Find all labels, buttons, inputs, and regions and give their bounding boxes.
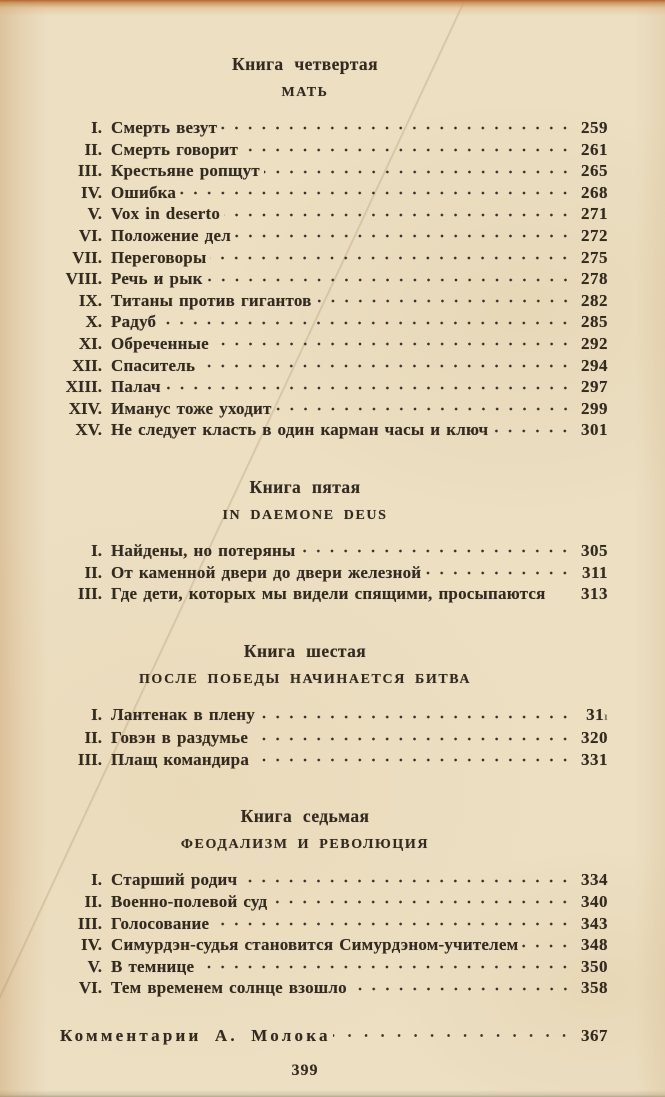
chapter-number: VII.	[72, 247, 102, 267]
toc-entry	[54, 934, 608, 956]
dot-leader	[492, 419, 573, 441]
toc-entry	[54, 182, 608, 204]
dot-leader	[242, 139, 573, 161]
dot-leader	[264, 160, 573, 182]
toc-entry	[54, 225, 608, 247]
toc-entry	[54, 311, 608, 333]
dot-leader	[253, 749, 573, 771]
section-heading	[54, 641, 556, 687]
chapter-number: II.	[84, 892, 102, 912]
chapter-title: Лантенак в плену	[111, 704, 256, 724]
toc-entry	[54, 398, 608, 420]
book-title: Книга седьмая	[240, 806, 370, 827]
toc-entry	[54, 977, 608, 999]
dot-leader	[276, 398, 573, 420]
chapter-page: 299	[581, 398, 608, 418]
chapter-list	[54, 540, 608, 605]
dot-leader	[165, 376, 573, 398]
dot-leader	[210, 247, 573, 269]
toc-entry	[54, 139, 608, 161]
chapter-page: 294	[581, 355, 608, 375]
toc-entry	[54, 117, 608, 139]
book-section	[54, 641, 608, 771]
chapter-number: IV.	[81, 182, 102, 202]
chapter-page: 350	[581, 956, 608, 976]
chapter-number: V.	[87, 956, 102, 976]
chapter-page: 348	[581, 935, 608, 955]
book-section	[54, 806, 608, 999]
chapter-page: 285	[581, 312, 608, 332]
chapter-title: Обреченные	[111, 333, 209, 353]
chapter-title: В темнице	[111, 956, 195, 976]
toc-entry	[54, 268, 608, 290]
dot-leader	[550, 583, 573, 605]
dot-leader	[425, 562, 573, 584]
toc-entry	[54, 160, 608, 182]
chapter-number: III.	[77, 584, 102, 604]
chapter-page: 358	[581, 978, 608, 998]
dot-leader	[259, 704, 573, 728]
chapter-number: II.	[84, 728, 102, 748]
book-section	[54, 477, 608, 605]
chapter-page: 311	[581, 562, 608, 582]
chapter-number: III.	[77, 749, 102, 769]
page-number: 399	[291, 1061, 319, 1079]
toc-entry	[54, 290, 608, 312]
dot-leader	[207, 268, 573, 290]
chapter-number: XIII.	[65, 377, 102, 397]
chapter-number: VI.	[78, 978, 102, 998]
chapter-title: Тем временем солнце взошло	[111, 978, 347, 998]
chapter-title: Старший родич	[111, 870, 238, 890]
chapter-number: II.	[84, 562, 102, 582]
book-subtitle: ФЕОДАЛИЗМ И РЕВОЛЮЦИЯ	[180, 837, 430, 853]
chapter-title: Голосование	[111, 913, 210, 933]
toc-entry	[54, 913, 608, 935]
chapter-title: Плащ командира	[111, 749, 250, 769]
chapter-number: III.	[77, 161, 102, 181]
dot-leader	[252, 727, 573, 749]
toc-entry	[54, 419, 608, 441]
chapter-page: 272	[581, 225, 608, 245]
chapter-number: I.	[91, 704, 102, 724]
chapter-title: От каменной двери до двери железной	[111, 562, 422, 582]
chapter-number: XII.	[72, 355, 102, 375]
chapter-list	[54, 704, 608, 771]
chapter-page: 320	[581, 728, 608, 748]
chapter-number: I.	[91, 870, 102, 890]
chapter-number: VIII.	[65, 269, 102, 289]
toc-entry	[54, 355, 608, 377]
chapter-page: 292	[581, 333, 608, 353]
toc-entry	[54, 891, 608, 913]
dot-leader	[271, 891, 573, 913]
chapter-page: 275	[581, 247, 608, 267]
toc-entry	[54, 247, 608, 269]
comments-title: Комментарии А. Молока	[60, 1026, 331, 1046]
dot-leader	[299, 540, 573, 562]
toc-entry	[54, 869, 608, 891]
chapter-number: X.	[85, 312, 102, 332]
dot-leader	[221, 117, 573, 139]
chapter-title: Найдены, но потеряны	[111, 540, 296, 560]
chapter-title: Титаны против гигантов	[111, 290, 312, 310]
chapter-number: XI.	[78, 333, 102, 353]
chapter-title: Ошибка	[111, 182, 177, 202]
toc-entry	[54, 704, 608, 728]
chapter-title: Иманус тоже уходит	[111, 398, 272, 418]
chapter-title: Положение дел	[111, 225, 231, 245]
chapter-page: 297	[581, 377, 608, 397]
chapter-title: Не следует класть в один карман часы и ключ	[111, 420, 489, 440]
chapter-title: Спаситель	[111, 355, 196, 375]
chapter-list	[54, 117, 608, 441]
toc-sections	[54, 54, 608, 999]
chapter-page: 31ı	[586, 704, 608, 724]
faded-digit-artifact: ı	[604, 708, 608, 723]
chapter-number: I.	[91, 540, 102, 560]
chapter-title: Симурдэн-судья становится Симурдэном-учителем	[111, 935, 519, 955]
chapter-number: IX.	[78, 290, 102, 310]
book-title: Книга четвертая	[232, 54, 378, 74]
dot-leader	[224, 203, 573, 225]
comments-page: 367	[581, 1026, 608, 1046]
chapter-title: Смерть говорит	[111, 139, 239, 159]
toc-entry	[54, 203, 608, 225]
toc-entry	[54, 583, 608, 605]
book-subtitle: ПОСЛЕ ПОБЕДЫ НАЧИНАЕТСЯ БИТВА	[138, 671, 472, 687]
toc-entry	[54, 562, 608, 584]
chapter-title: Радуб	[111, 312, 157, 332]
book-title: Книга пятая	[249, 476, 361, 497]
dot-leader	[333, 1025, 573, 1047]
chapter-page: 343	[581, 913, 608, 933]
chapter-number: VI.	[78, 225, 102, 245]
chapter-title: Где дети, которых мы видели спящими, просыпаются	[111, 584, 546, 604]
dot-leader	[351, 977, 573, 999]
chapter-page: 261	[581, 139, 608, 159]
dot-leader	[199, 355, 573, 377]
chapter-title: Переговоры	[111, 247, 207, 267]
book-section	[54, 54, 608, 441]
chapter-page: 331	[581, 749, 608, 769]
toc-entry	[54, 749, 608, 771]
chapter-page: 265	[581, 161, 608, 181]
chapter-page: 268	[581, 182, 608, 202]
chapter-page: 282	[581, 290, 608, 310]
chapter-number: V.	[87, 204, 102, 224]
toc-entry	[54, 956, 608, 978]
dot-leader	[235, 225, 573, 247]
section-heading	[54, 806, 556, 852]
dot-leader	[160, 311, 573, 333]
dot-leader	[316, 290, 573, 312]
comments-entry	[54, 1025, 608, 1047]
book-title: Книга шестая	[243, 640, 367, 661]
chapter-number: IV.	[81, 935, 102, 955]
book-subtitle: МАТЬ	[281, 85, 329, 100]
dot-leader	[522, 934, 573, 956]
chapter-title: Смерть везут	[111, 118, 218, 137]
chapter-number: II.	[84, 139, 102, 159]
chapter-number: XIV.	[68, 398, 102, 418]
chapter-title: Крестьяне ропщут	[111, 161, 260, 181]
chapter-number: XV.	[75, 420, 102, 440]
chapter-list	[54, 869, 608, 999]
toc-entry	[54, 376, 608, 398]
dot-leader	[198, 956, 573, 978]
chapter-title: Военно-полевой суд	[111, 892, 268, 912]
toc-entry	[54, 540, 608, 562]
chapter-page: 334	[581, 870, 608, 890]
dot-leader	[213, 913, 573, 935]
chapter-title: Речь и рык	[111, 269, 203, 289]
chapter-number: I.	[91, 118, 102, 137]
chapter-page: 301	[581, 420, 608, 440]
chapter-page: 278	[581, 269, 608, 289]
chapter-page: 259	[581, 118, 608, 137]
chapter-page: 313	[581, 584, 608, 604]
chapter-title: Говэн в раздумье	[111, 728, 249, 748]
chapter-title: Палач	[111, 377, 161, 397]
section-heading	[54, 477, 556, 523]
section-heading	[54, 54, 556, 100]
dot-leader	[180, 182, 573, 204]
toc-entry	[54, 727, 608, 749]
toc-entry	[54, 333, 608, 355]
chapter-page: 305	[581, 540, 608, 560]
chapter-title: Vox in deserto	[111, 204, 221, 224]
book-subtitle: IN DAEMONE DEUS	[222, 507, 388, 523]
chapter-page: 340	[581, 892, 608, 912]
dot-leader	[213, 333, 573, 355]
dot-leader	[241, 869, 573, 891]
chapter-page: 271	[581, 204, 608, 224]
chapter-number: III.	[77, 913, 102, 933]
